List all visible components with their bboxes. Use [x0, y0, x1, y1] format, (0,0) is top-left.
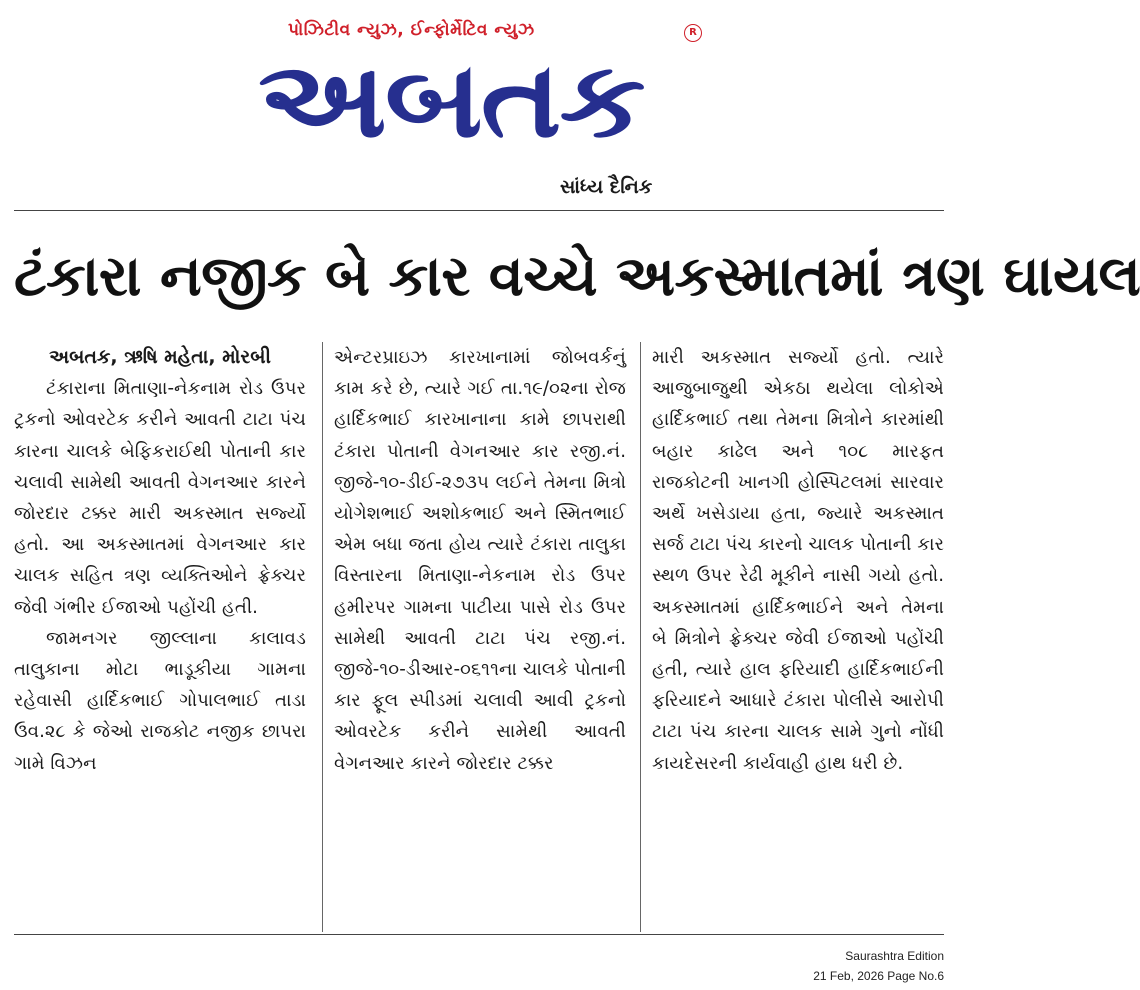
column-divider [322, 342, 323, 932]
article-headline: ટંકારા નજીક બે કાર વચ્ચે અકસ્માતમાં ત્રણ ઘાયલ [14, 244, 1140, 309]
article-top-rule [14, 210, 944, 211]
article-paragraph-continued: મારી અકસ્માત સર્જ્યો હતો. ત્યારે આજુબાજુથી એકઠા થયેલા લોકોએ હાર્દિકભાઈ તથા તેમના મિત્રોને કારમાંથી બહાર કાઢેલ અને ૧૦૮ મારફત રાજકોટની ખાનગી હોસ્પિટલમાં સારવાર અર્થે ખસેડાયા હતા, જ્યારે અકસ્માત સર્જ ટાટા પંચ કારનો ચાલક પોતાની કાર સ્થળ ઉપર રેઢી મૂકીને નાસી ગયો હતો. અકસ્માતમાં હાર્દિકભાઈને અને તેમના બે મિત્રોને ફ્રેક્ચર જેવી ઈજાઓ પહોંચી હતી, ત્યારે હાલ ફરિયાદી હાર્દિકભાઈની ફરિયાદને આધારે ટંકારા પોલીસે આરોપી ટાટા પંચ કારના ચાલક સામે ગુનો નોંધી કાયદેસરની કાર્યવાહી હાથ ધરી છે. [652, 347, 944, 774]
edition-label: Saurashtra Edition [845, 949, 944, 963]
article-byline: અબતક, ઋષિ મહેતા, મોરબી [49, 346, 271, 368]
registered-mark-icon: R [684, 24, 702, 42]
article-bottom-rule [14, 934, 944, 935]
masthead [0, 0, 958, 210]
article-column-3 [652, 342, 944, 932]
newspaper-logo: અબતક [258, 38, 644, 161]
page-footer [813, 946, 944, 986]
masthead-tagline: પોઝિટીવ ન્યુઝ, ઈન્ફોર્મેટિવ ન્યુઝ [288, 20, 535, 40]
article-paragraph: ટંકારાના મિતાણા-નેકનામ રોડ ઉપર ટ્રકનો ઓવરટેક કરીને આવતી ટાટા પંચ કારના ચાલકે બેફિકરાઈથી પોતાની કાર ચલાવી સામેથી આવતી વેગનઆર કારને જોરદાર ટક્કર મારી અકસ્માત સર્જ્યો હતો. આ અકસ્માતમાં વેગનઆર કાર ચાલક સહિત ત્રણ વ્યક્તિઓને ફ્રેક્ચર જેવી ગંભીર ઈજાઓ પહોંચી હતી. [14, 378, 306, 618]
column-divider [640, 342, 641, 932]
date-page-label: 21 Feb, 2026 Page No.6 [813, 969, 944, 983]
article-column-2 [334, 342, 626, 932]
edition-type-label: સાંધ્ય દૈનિક [560, 176, 653, 198]
article-paragraph-continued: એન્ટરપ્રાઇઝ કારખાનામાં જોબવર્કનું કામ કરે છે, ત્યારે ગઈ તા.૧૯/૦૨ના રોજ હાર્દિકભાઈ કારખાનાના કામે છાપરાથી ટંકારા પોતાની વેગનઆર કાર રજી.નં. જીજે-૧૦-ડીઈ-૨૭૩૫ લઈને તેમના મિત્રો યોગેશભાઈ અશોકભાઈ અને સ્મિતભાઈ એમ બધા જતા હોય ત્યારે ટંકારા તાલુકા વિસ્તારના મિતાણા-નેકનામ રોડ ઉપર હમીરપર ગામના પાટીયા પાસે રોડ ઉપર સામેથી આવતી ટાટા પંચ રજી.નં. જીજે-૧૦-ડીઆર-૦૬૧૧ના ચાલકે પોતાની કાર ફૂલ સ્પીડમાં ચલાવી આવી ટ્રકનો ઓવરટેક કરીને સામેથી આવતી વેગનઆર કારને જોરદાર ટક્કર [334, 347, 626, 774]
article-column-1 [14, 342, 306, 932]
article-paragraph: જામનગર જીલ્લાના કાલાવડ તાલુકાના મોટા ભાડૂકીયા ગામના રહેવાસી હાર્દિકભાઈ ગોપાલભાઈ તાડા ઉવ.૨૮ કે જેઓ રાજકોટ નજીક છાપરા ગામે વિઝન [14, 627, 306, 774]
